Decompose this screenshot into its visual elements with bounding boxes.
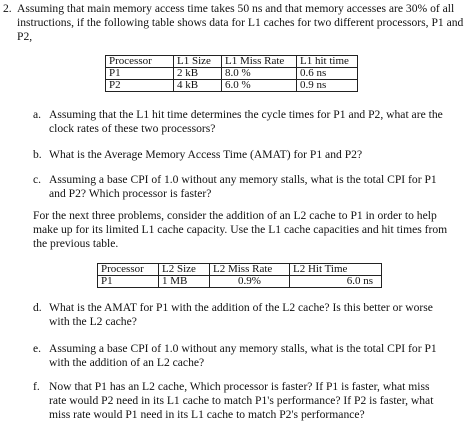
table-cell: 4 kB xyxy=(174,80,222,92)
part-label: f. xyxy=(33,380,40,393)
part-text: Now that P1 has an L2 cache, Which processor is faster? If P1 is faster, what miss rate would P2 need in its L1 cache to match P1's performance? If P2 is faster, what miss rate would P1 need in its L1 cache to match P2's performance? xyxy=(49,380,434,421)
header-cell: L2 Size xyxy=(159,264,210,276)
header-cell: Processor xyxy=(106,56,174,68)
part-label: c. xyxy=(33,173,42,186)
table-row xyxy=(106,80,358,92)
table-cell: 8.0 % xyxy=(222,68,297,80)
header-cell: L1 hit time xyxy=(297,56,358,68)
header-cell: L1 Miss Rate xyxy=(222,56,297,68)
table-header-row xyxy=(106,56,358,68)
table-cell: 0.9% xyxy=(210,276,290,288)
part-label: a. xyxy=(33,108,42,121)
table-cell: 1 MB xyxy=(159,276,210,288)
part-text: What is the Average Memory Access Time (AMAT) for P1 and P2? xyxy=(49,148,363,161)
header-cell: L2 Miss Rate xyxy=(210,264,290,276)
part-label: b. xyxy=(33,148,42,161)
table-cell: P1 xyxy=(98,276,159,288)
part-text: Assuming a base CPI of 1.0 without any memory stalls, what is the total CPI for P1 and P2? Which processor is faster? xyxy=(49,173,437,200)
part-text: Assuming a base CPI of 1.0 without any memory stalls, what is the total CPI for P1 with the addition of an L2 cache? xyxy=(49,342,437,369)
table-cell: 6.0 % xyxy=(222,80,297,92)
table-cell: 6.0 ns xyxy=(290,276,382,288)
question-intro: Assuming that main memory access time takes 50 ns and that memory accesses are 30% of all instructions, if the following table shows data for L1 caches for two different processors, P1 and P2, xyxy=(17,2,464,43)
table-row xyxy=(106,68,358,80)
part-label: d. xyxy=(33,301,42,314)
l2-cache-table xyxy=(97,263,382,288)
header-cell: L1 Size xyxy=(174,56,222,68)
part-text: Assuming that the L1 hit time determines the cycle times for P1 and P2, what are the clock rates of these two processors? xyxy=(49,108,443,135)
header-cell: Processor xyxy=(98,264,159,276)
l1-cache-table xyxy=(105,55,358,92)
table-cell: 0.6 ns xyxy=(297,68,358,80)
table-header-row xyxy=(98,264,382,276)
table-cell: P1 xyxy=(106,68,174,80)
table-cell: P2 xyxy=(106,80,174,92)
table-row xyxy=(98,276,382,288)
part-label: e. xyxy=(33,342,42,355)
table-cell: 0.9 ns xyxy=(297,80,358,92)
part-text: What is the AMAT for P1 with the addition of the L2 cache? Is this better or worse with the L2 cache? xyxy=(49,301,433,328)
l2-intro-paragraph: For the next three problems, consider the addition of an L2 cache to P1 in order to help make up for its limited L1 cache capacity. Use the L1 cache capacities and hit times from the previous table. xyxy=(33,209,448,250)
header-cell: L2 Hit Time xyxy=(290,264,382,276)
question-number: 2. xyxy=(3,2,12,15)
table-cell: 2 kB xyxy=(174,68,222,80)
